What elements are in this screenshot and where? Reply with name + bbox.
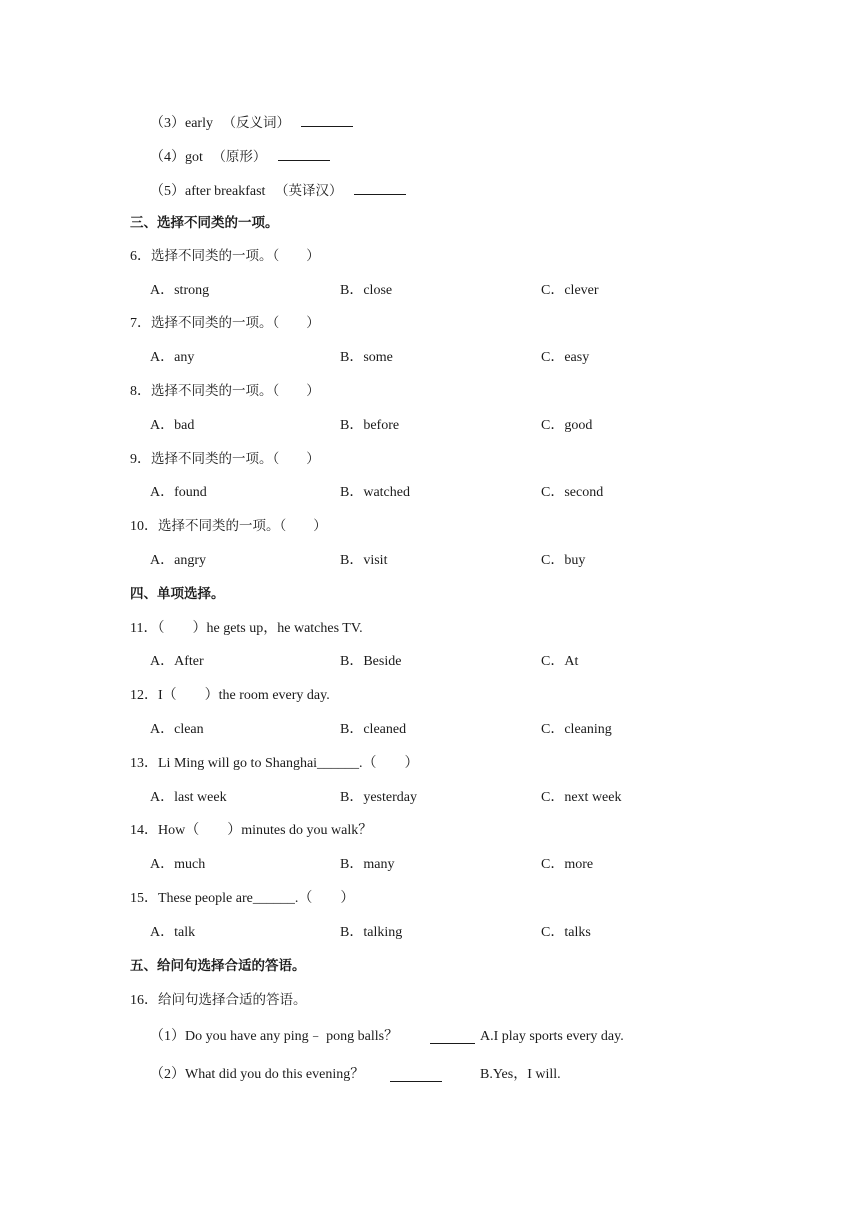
- answer-blank[interactable]: [430, 1029, 475, 1044]
- question-number: 13．: [130, 756, 158, 771]
- item-word: after breakfast: [185, 184, 266, 199]
- option-a[interactable]: A．strong: [150, 283, 210, 298]
- question-14: [130, 821, 372, 841]
- question-stem: 选择不同类的一项。（ ）: [151, 248, 320, 264]
- option-c[interactable]: C．more: [541, 857, 594, 872]
- option-c[interactable]: C．good: [541, 418, 593, 433]
- question-number: 6．: [130, 249, 151, 264]
- option-c[interactable]: C．clever: [541, 283, 599, 298]
- item-hint: （反义词）: [222, 115, 290, 131]
- question-number: 14．: [130, 823, 158, 838]
- answer-blank[interactable]: [278, 146, 330, 161]
- question-stem: （ ）he gets up，he watches TV.: [157, 621, 363, 636]
- answer-blank[interactable]: [301, 112, 353, 127]
- match-pair-2: [150, 1065, 364, 1085]
- item-number: （5）: [150, 184, 185, 199]
- question-stem: Li Ming will go to Shanghai______.（ ）: [158, 756, 419, 771]
- option-b[interactable]: B．visit: [340, 553, 388, 568]
- question-12: [130, 686, 330, 706]
- question-stem: I（ ）the room every day.: [158, 688, 330, 703]
- item-word: early: [185, 116, 213, 131]
- pair-number: （2）: [150, 1067, 185, 1082]
- item-word: got: [185, 150, 203, 165]
- question-number: 15．: [130, 891, 158, 906]
- option-b[interactable]: B．before: [340, 418, 400, 433]
- question-9: [130, 449, 320, 470]
- question-number: 7．: [130, 316, 151, 331]
- option-c[interactable]: C．second: [541, 485, 604, 500]
- question-10: [130, 516, 327, 537]
- question-7: [130, 313, 320, 334]
- question-number: 9．: [130, 452, 151, 467]
- option-c[interactable]: C．next week: [541, 790, 622, 805]
- item-hint: （英译汉）: [274, 183, 343, 199]
- question-stem: These people are______.（ ）: [158, 891, 355, 906]
- question-number: 16．: [130, 993, 158, 1008]
- question-stem: How（ ）minutes do you walk？: [158, 823, 373, 838]
- question-stem: 选择不同类的一项。（ ）: [151, 451, 320, 467]
- pair-question: Do you have any ping﹣ pong balls？: [185, 1029, 399, 1044]
- vocab-item-4: [150, 146, 330, 168]
- question-number: 12．: [130, 688, 158, 703]
- vocab-item-3: [150, 112, 353, 134]
- pair-answer: A.I play sports every day.: [480, 1029, 624, 1044]
- option-b[interactable]: B．many: [340, 857, 395, 872]
- option-c[interactable]: C．easy: [541, 350, 590, 365]
- option-b[interactable]: B．watched: [340, 485, 410, 500]
- question-number: 10．: [130, 519, 158, 534]
- option-c[interactable]: C．buy: [541, 553, 586, 568]
- option-b[interactable]: B．talking: [340, 925, 403, 940]
- option-a[interactable]: A．any: [150, 350, 195, 365]
- section-3-title: 三、选择不同类的一项。: [130, 215, 279, 231]
- pair-question: What did you do this evening？: [185, 1067, 365, 1082]
- question-stem: 选择不同类的一项。（ ）: [151, 315, 320, 331]
- question-stem: 给问句选择合适的答语。: [158, 992, 307, 1008]
- answer-blank[interactable]: [354, 180, 406, 195]
- question-stem: 选择不同类的一项。（ ）: [151, 383, 320, 399]
- option-a[interactable]: A．After: [150, 654, 204, 669]
- option-a[interactable]: A．clean: [150, 722, 204, 737]
- option-b[interactable]: B．cleaned: [340, 722, 407, 737]
- question-number: 8．: [130, 384, 151, 399]
- question-8: [130, 381, 320, 402]
- question-stem: 选择不同类的一项。（ ）: [158, 518, 327, 534]
- item-hint: （原形）: [212, 149, 267, 165]
- section-5-title: 五、给问句选择合适的答语。: [130, 958, 306, 974]
- option-c[interactable]: C．cleaning: [541, 722, 612, 737]
- item-number: （3）: [150, 116, 185, 131]
- option-b[interactable]: B．Beside: [340, 654, 402, 669]
- option-b[interactable]: B．yesterday: [340, 790, 417, 805]
- section-4-title: 四、单项选择。: [130, 586, 225, 602]
- option-a[interactable]: A．found: [150, 485, 207, 500]
- vocab-item-5: [150, 180, 406, 202]
- option-a[interactable]: A．last week: [150, 790, 227, 805]
- option-a[interactable]: A．talk: [150, 925, 196, 940]
- question-number: 11．: [130, 621, 158, 636]
- question-11: [130, 619, 363, 639]
- option-b[interactable]: B．some: [340, 350, 393, 365]
- pair-answer: B.Yes，I will.: [480, 1067, 561, 1082]
- match-pair-1: [150, 1027, 398, 1047]
- option-c[interactable]: C．talks: [541, 925, 591, 940]
- question-13: [130, 754, 419, 774]
- option-c[interactable]: C．At: [541, 654, 579, 669]
- question-16: [130, 990, 307, 1011]
- question-15: [130, 889, 354, 909]
- question-6: [130, 246, 320, 267]
- answer-blank[interactable]: [390, 1067, 442, 1082]
- option-a[interactable]: A．bad: [150, 418, 195, 433]
- option-b[interactable]: B．close: [340, 283, 393, 298]
- item-number: （4）: [150, 150, 185, 165]
- pair-number: （1）: [150, 1029, 185, 1044]
- option-a[interactable]: A．much: [150, 857, 206, 872]
- option-a[interactable]: A．angry: [150, 553, 206, 568]
